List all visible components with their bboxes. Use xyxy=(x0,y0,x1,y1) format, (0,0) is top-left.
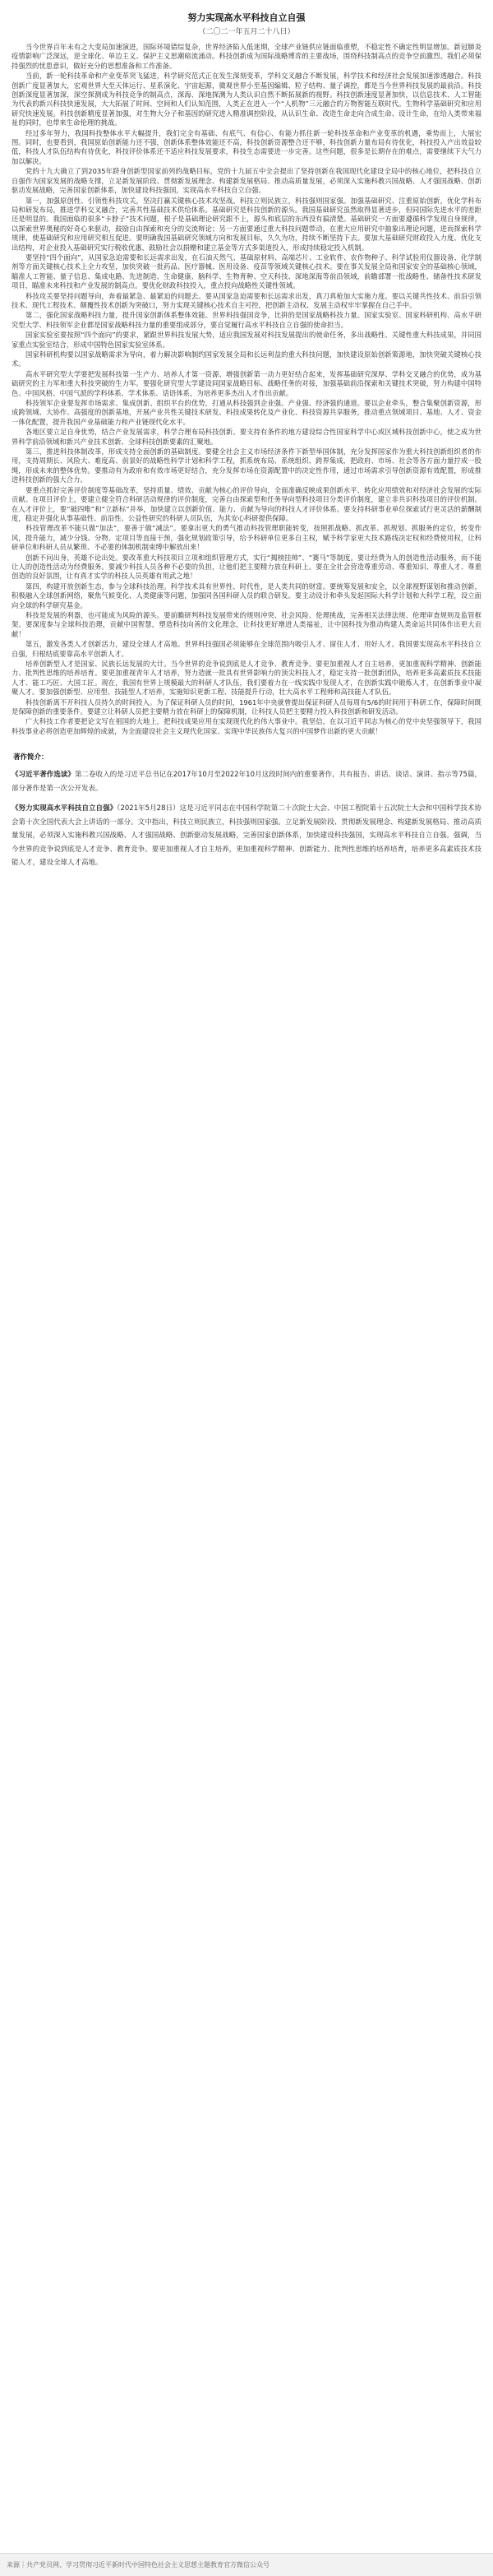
paragraph: 国家实验室要按照“四个面向”的要求，紧跟世界科技发展大势，适应我国发展对科技发展提出的使命任务，多出战略性、关键性重大科技成果，并同国家重点实验室结合，形成中国特色国家实验室体系。 xyxy=(12,331,481,349)
paragraph: 第四，构建开放创新生态，参与全球科技治理。科学技术具有世界性、时代性，是人类共同的财富。要统筹发展和安全，以全球视野谋划和推动创新，积极融入全球创新网络，聚焦气候变化、人类健康等问题，加强同各国科研人员的联合研发。要主动设计和牵头发起国际大科学计划和大科学工程，设立面向全球的科学研究基金。 xyxy=(12,581,481,609)
paragraph: 当今世界百年未有之大变局加速演进，国际环境错综复杂，世界经济陷入低迷期，全球产业链供应链面临重塑，不稳定性不确定性明显增加。新冠肺炎疫情影响广泛深远，逆全球化、单边主义、保护主义思潮暗流涌动。科技创新成为国际战略博弈的主要战场，围绕科技制高点的竞争空前激烈。我们必须保持强烈的忧患意识，做好充分的思想准备和工作准备。 xyxy=(12,43,481,70)
article xyxy=(0,0,493,870)
paragraph: 要重点抓好完善评价制度等基础改革，坚持质量、绩效、贡献为核心的评价导向，全面准确反映成果创新水平、转化应用绩效和对经济社会发展的实际贡献。在项目评价上，要建立健全符合科研活动规律的评价制度，完善自由探索型和任务导向型科技项目分类评价制度，建立非共识科技项目的评价机制。在人才评价上，要“破四唯”和“立新标”并举，加快建立以创新价值、能力、贡献为导向的科技人才评价体系。要支持科研事业单位探索试行更灵活的薪酬制度，稳定并强化从事基础性、前沿性、公益性研究的科研人员队伍，为其安心科研提供保障。 xyxy=(12,485,481,522)
paragraph: 当前，新一轮科技革命和产业变革突飞猛进，科学研究范式正在发生深刻变革，学科交叉融合不断发展，科学技术和经济社会发展加速渗透融合。科技创新广度显著加大，宏观世界大至天体运行、星系演化、宇宙起源，微观世界小至基因编辑、粒子结构、量子调控，都是当今世界科技发展的最前沿。科技创新深度显著加深，深空探测成为科技竞争的制高点，深海、深地探测为人类认识自然不断拓展新的视野。科技创新速度显著加快，以信息技术、人工智能为代表的新兴科技快速发展，大大拓展了时间、空间和人们认知范围，人类正在进入一个“人机物”三元融合的万物智能互联时代。生物科学基础研究和应用研究快速发展。科技创新精度显著加强，对生物大分子和基因的研究进入精准调控阶段，从认识生命、改造生命走向合成生命、设计生命，在给人类带来福祉的同时，也带来生命伦理的挑战。 xyxy=(12,72,481,127)
paragraph: 经过多年努力，我国科技整体水平大幅提升，我们完全有基础、有底气、有信心、有能力抓住新一轮科技革命和产业变革的机遇，乘势而上，大展宏图。同时，也要看到，我国原始创新能力还不强，创新体系整体效能还不高，科技创新资源整合还不够，科技创新力量布局有待优化，科技投入产出效益较低，科技人才队伍结构有待优化，科技评价体系还不适应科技发展要求，科技生态需要进一步完善。这些问题，很多是长期存在的难点，需要继续下大气力加以解决。 xyxy=(12,128,481,165)
paragraph: 高水平研究型大学要把发展科技第一生产力、培养人才第一资源、增强创新第一动力更好结合起来，发挥基础研究深厚、学科交叉融合的优势，成为基础研究的主力军和重大科技突破的生力军。要强化研究型大学建设同国家战略目标、战略任务的对接，加强基础前沿探索和关键技术突破，努力构建中国特色、中国风格、中国气派的学科体系、学术体系、话语体系，为培养更多杰出人才作出贡献。 xyxy=(12,369,481,397)
book-description: 第二卷收入的是习近平总书记在2017年10月至2022年10月这段时间内的重要著作，共有报告、讲话、谈话、演讲、指示等75篇，部分著作是第一次公开发表。 xyxy=(12,771,481,793)
paragraph: 第一，加强原创性、引领性科技攻关，坚决打赢关键核心技术攻坚战。科技立则民族立，科技强则国家强。加强基础研究、注重原始创新，优化学科布局和研发布局，推进学科交叉融合，完善共性基础技术供给体系。基础研究是科技创新的源头。我国基础研究虽然取得显著进步，但同国际先进水平的差距还是明显的。我国面临的很多“卡脖子”技术问题，根子是基础理论研究跟不上，源头和底层的东西没有搞清楚。基础研究一方面要遵循科学发现自身规律，以探索世界奥秘的好奇心来驱动，鼓励自由探索和充分的交流辩论；另一方面要通过重大科技问题带动，在重大应用研究中抽象出理论问题，进而探索科学规律，使基础研究和应用研究相互促进。要明确我国基础研究领域方向和发展目标，久久为功，持续不断坚持下去。要加大基础研究财政投入力度、优化支出结构，对企业投入基础研究实行税收优惠，鼓励社会以捐赠和建立基金等方式多渠道投入，形成持续稳定投入机制。 xyxy=(12,196,481,252)
paragraph: 广大科技工作者要把论文写在祖国的大地上，把科技成果应用在实现现代化的伟大事业中。我坚信，在以习近平同志为核心的党中央坚强领导下，我国科技事业必将创造更加辉煌的成就，为全面建设社会主义现代化国家、实现中华民族伟大复兴的中国梦作出新的更大贡献！ xyxy=(12,717,481,735)
book-text xyxy=(12,802,481,870)
book-title: 《习近平著作选读》 xyxy=(12,771,75,780)
article-body xyxy=(12,43,481,736)
notes-heading: 著作简介： xyxy=(13,753,48,762)
paragraph: 科技领军企业要发挥市场需求、集成创新、组织平台的优势，打通从科技强到企业强、产业强、经济强的通道。要以企业牵头，整合集聚创新资源，形成跨领域、大协作、高强度的创新基地，开展产业共性关键技术研发、科技成果转化及产业化、科技资源共享服务，推动重点领域项目、基地、人才、资金一体化配置，提升我国产业基础能力和产业链现代化水平。 xyxy=(12,399,481,426)
paragraph: 科技是发展的利器，也可能成为风险的源头。要前瞻研判科技发展带来的规则冲突、社会风险、伦理挑战，完善相关法律法规、伦理审查规则及监管框架。要深度参与全球科技治理，贡献中国智慧，塑造科技向善的文化理念，让科技更好增进人类福祉，让中国科技为推动构建人类命运共同体作出更大贡献！ xyxy=(12,610,481,638)
notes-section xyxy=(12,752,481,870)
book-text xyxy=(12,768,481,795)
book-title: 《努力实现高水平科技自立自强》 xyxy=(12,804,117,813)
paragraph: 党的十九大确立了到2035年跻身创新型国家前列的战略目标，党的十九届五中全会提出了坚持创新在我国现代化建设全局中的核心地位，把科技自立自强作为国家发展的战略支撑，立足新发展阶段、贯彻新发展理念、构建新发展格局、推动高质量发展，必须深入实施科教兴国战略、人才强国战略、创新驱动发展战略，完善国家创新体系，加快建设科技强国，实现高水平科技自立自强。 xyxy=(12,167,481,195)
paragraph: 第五，激发各类人才创新活力，建设全球人才高地。世界科技强国必须能够在全球范围内吸引人才、留住人才、用好人才。我国要实现高水平科技自立自强，归根结底要靠高水平创新人才。 xyxy=(12,640,481,658)
article-date: （二〇二一年五月二十八日） xyxy=(198,28,295,36)
paragraph: 第三，推进科技体制改革，形成支持全面创新的基础制度。要健全社会主义市场经济条件下新型举国体制，充分发挥国家作为重大科技创新组织者的作用，支持周期长、风险大、难度高、前景好的战略性科学计划和科学工程，抓系统布局、系统组织、跨界集成，把政府、市场、社会等各方面力量拧成一股绳，形成未来的整体优势。要推动有为政府和有效市场更好结合，充分发挥市场在资源配置中的决定性作用，通过市场需求引导创新资源有效配置，形成推进科技创新的强大合力。 xyxy=(12,447,481,484)
book-description: （2021年5月28日）这是习近平同志在中国科学院第二十次院士大会、中国工程院第十五次院士大会和中国科学技术协会第十次全国代表大会上讲话的一部分。文中指出，科技立则民族立，科技强则国家强。立足新发展阶段、贯彻新发展理念、构建新发展格局、推动高质量发展，必须深入实施科教兴国战略、人才强国战略、创新驱动发展战略，完善国家创新体系，加快建设科技强国，实现高水平科技自立自强。强调，当今世界的竞争说到底是人才竞争、教育竞争。要更加重视人才自主培养，更加重视科学精神、创新能力、批判性思维的培养培育，培养更多高素质技术技能人才，建设全球人才高地。 xyxy=(12,804,481,868)
paragraph: 科技管理改革不能只做“加法”，要善于做“减法”。要拿出更大的勇气推动科技管理职能转变，按照抓战略、抓改革、抓规划、抓服务的定位，转变作风，提升能力，减少分钱、分物、定项目等直接干预，强化规划政策引导，给予科研单位更多自主权，赋予科学家更大技术路线决定权和经费使用权，让科研单位和科研人员从繁琐、不必要的体制机制束缚中解放出来！ xyxy=(12,524,481,552)
book-item xyxy=(12,802,481,870)
paragraph: 创新不问出身，英雄不论出处。要改革重大科技项目立项和组织管理方式，实行“揭榜挂帅”、“赛马”等制度。要让经费为人的创造性活动服务，而不能让人的创造性活动为经费服务。要减少科技人员各种不必要的负担，让他们把主要精力放在科研上。要在全社会营造尊重劳动、尊重知识、尊重人才、尊重创造的良好氛围，让有真才实学的科技人员英雄有用武之地！ xyxy=(12,553,481,581)
article-title: 努力实现高水平科技自立自强 xyxy=(187,12,306,23)
paragraph: 科技攻关要坚持问题导向，奔着最紧急、最紧迫的问题去。要从国家急迫需要和长远需求出发，真刀真枪加大实施力度。要以关键共性技术、前沿引领技术、现代工程技术、颠覆性技术创新为突破口，努力实现关键核心技术自主可控，把创新主动权、发展主动权牢牢掌握在自己手中。 xyxy=(12,291,481,309)
book-item xyxy=(12,768,481,795)
paragraph: 第二，强化国家战略科技力量，提升国家创新体系整体效能。世界科技强国竞争，比拼的是国家战略科技力量。国家实验室、国家科研机构、高水平研究型大学、科技领军企业都是国家战略科技力量的重要组成部分，要自觉履行高水平科技自立自强的使命担当。 xyxy=(12,311,481,329)
paragraph: 培养创新型人才是国家、民族长远发展的大计。当今世界的竞争说到底是人才竞争、教育竞争。要更加重视人才自主培养，更加重视科学精神、创新能力、批判性思维的培养培育。要更加重视青年人才培养，努力造就一批具有世界影响力的顶尖科技人才，稳定支持一批创新团队，培养更多高素质技术技能人才、能工巧匠、大国工匠。现在，我国有世界上规模最大的科研人才队伍，我们要着力在一线实践中发现人才，在创新实践中锻炼人才，在创新事业中凝聚人才。要加强创新型、应用型、技能型人才培养，实施知识更新工程、技能提升行动，壮大高水平工程师和高技能人才队伍。 xyxy=(12,660,481,697)
source-text: 来源｜共产党员网、学习贯彻习近平新时代中国特色社会主义思想主题教育官方微信公众号 xyxy=(7,2561,270,2569)
paragraph: 国家科研机构要以国家战略需求为导向，着力解决影响制约国家发展全局和长远利益的重大科技问题，加快建设原始创新策源地，加快突破关键核心技术。 xyxy=(12,350,481,368)
source-footer xyxy=(0,2553,493,2576)
paragraph: 要坚持“四个面向”，从国家急迫需要和长远需求出发，在石油天然气、基础原材料、高端芯片、工业软件、农作物种子、科学试验用仪器设备、化学制剂等方面关键核心技术上全力攻坚，加快突破一批药品、医疗器械、医用设备、疫苗等领域关键核心技术。要在事关发展全局和国家安全的基础核心领域，瞄准人工智能、量子信息、集成电路、先进制造、生命健康、脑科学、生物育种、空天科技、深地深海等前沿领域，前瞻部署一批战略性、储备性技术研发项目，瞄准未来科技和产业发展的制高点。要优化财政科技投入，重点投向战略性关键性领域。 xyxy=(12,253,481,290)
paragraph: 科技创新离不开科技人员持久的时间投入。为了保证科研人员的时间，1961年中央就曾提出保证科研人员每周有5/6的时间用于科研工作，保障时间既是保障创新的重要条件。要建立让科研人员把主要精力放在科研上的保障机制，让科技人员把主要精力投入科技创新和研发活动。 xyxy=(12,697,481,716)
paragraph: 各地区要立足自身优势，结合产业发展需求，科学合理布局科技创新。要支持有条件的地方建设综合性国家科学中心或区域科技创新中心，使之成为世界科学前沿领域和新兴产业技术创新、全球科技创新要素的汇聚地。 xyxy=(12,428,481,446)
